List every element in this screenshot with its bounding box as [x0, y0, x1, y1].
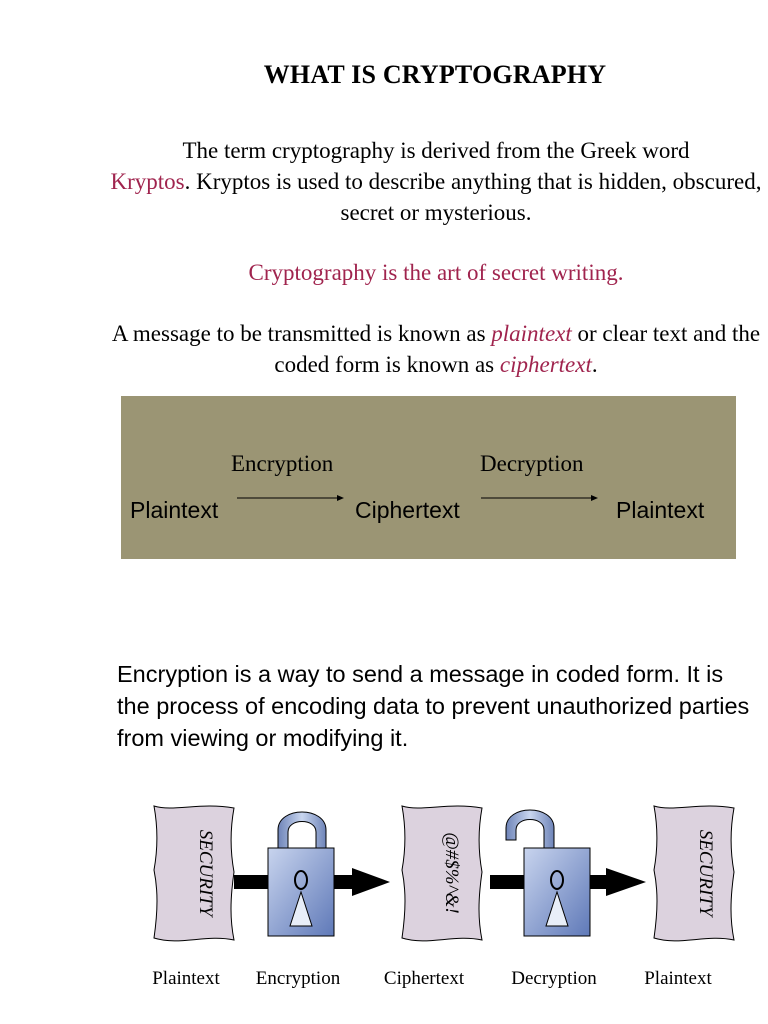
message-part2: or clear text and the coded form is known as: [274, 321, 761, 377]
kryptos-term: Kryptos: [110, 169, 185, 194]
definition-text: Cryptography is the art of secret writing.: [248, 260, 624, 285]
open-padlock-icon: [506, 810, 590, 936]
intro-paragraph: [110, 135, 762, 228]
flow-step-decryption: Decryption: [480, 451, 584, 476]
caption-ciphertext: Ciphertext: [383, 968, 465, 989]
caption-encryption: Encryption: [255, 968, 341, 989]
closed-padlock-icon: [268, 812, 334, 936]
intro-line1: The term cryptography is derived from the Greek word: [182, 138, 690, 163]
message-paragraph: [110, 318, 762, 380]
flow-arrow-2: [481, 493, 599, 503]
doc3-text: SECURITY: [695, 829, 716, 917]
ciphertext-document-icon: [402, 806, 482, 941]
plaintext-term: plaintext: [491, 321, 572, 346]
caption-plaintext-1: Plaintext: [152, 968, 220, 989]
plaintext-document-icon: [154, 806, 234, 941]
caption-decryption: Decryption: [511, 968, 597, 989]
message-part1: A message to be transmitted is known as: [111, 321, 492, 346]
intro-rest: . Kryptos is used to describe anything that is hidden, obscured, secret or mysterious.: [184, 169, 762, 225]
decrypted-plaintext-document-icon: [654, 806, 734, 941]
doc2-text: @#$%^&!: [441, 832, 462, 914]
page-title: WHAT IS CRYPTOGRAPHY: [263, 60, 607, 89]
flow-node-ciphertext: Ciphertext: [355, 497, 460, 523]
caption-plaintext-2: Plaintext: [644, 968, 712, 989]
encryption-process-diagram: [140, 800, 750, 950]
flow-step-encryption: Encryption: [231, 451, 334, 476]
ciphertext-term: ciphertext: [499, 352, 592, 377]
flow-node-plaintext-1: Plaintext: [130, 497, 219, 523]
flow-arrow-1: [237, 493, 345, 503]
message-part3: .: [591, 352, 598, 377]
doc1-text: SECURITY: [195, 829, 216, 917]
flow-node-plaintext-2: Plaintext: [616, 497, 705, 523]
encryption-flow-box: [121, 396, 736, 559]
encryption-description: Encryption is a way to send a message in coded form. It is the process of encoding data to prevent unauthorized parties from viewing or modifying it.: [117, 661, 750, 751]
